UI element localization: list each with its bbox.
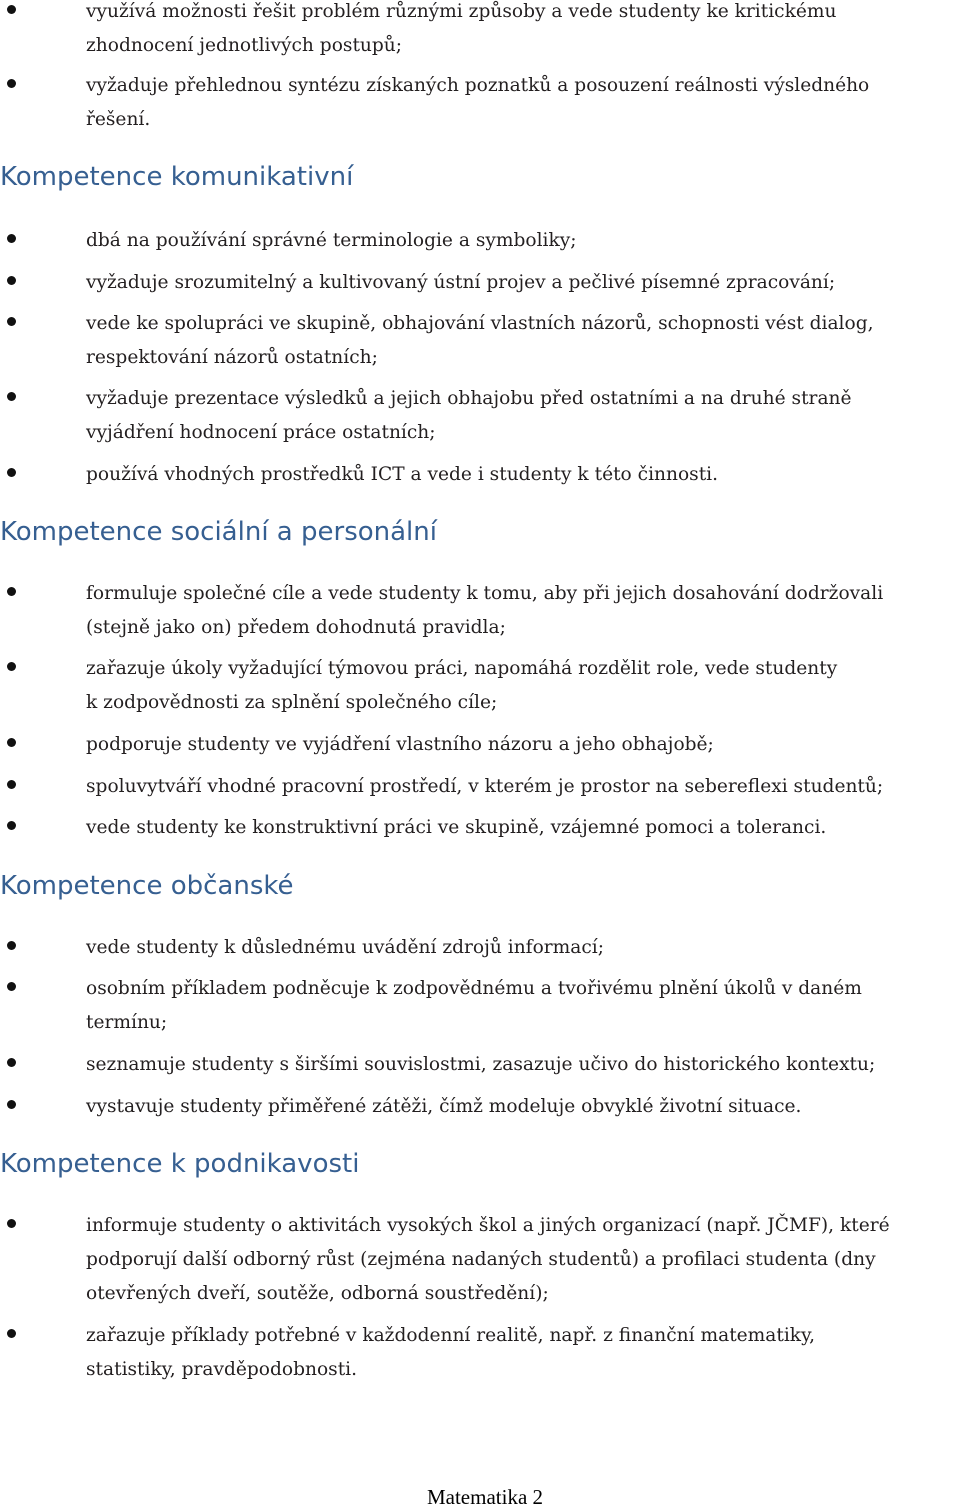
list-item-line: podporují další odborný růst (zejména nadaných studentů) a profilaci studenta (dny <box>86 1249 876 1270</box>
list-item-line: vede studenty k důslednému uvádění zdrojů informací; <box>86 937 604 958</box>
bullet-icon <box>7 941 16 950</box>
bullet-icon <box>7 662 16 671</box>
section-heading: Kompetence sociální a personální <box>0 517 437 547</box>
list-item-line: seznamuje studenty s širšími souvislostmi, zasazuje učivo do historického kontextu; <box>86 1054 876 1075</box>
list-item-line: vede studenty ke konstruktivní práci ve skupině, vzájemné pomoci a toleranci. <box>86 817 827 838</box>
list-item-line: řešení. <box>86 109 151 130</box>
section-heading: Kompetence občanské <box>0 871 294 901</box>
list-item-line: statistiky, pravděpodobnosti. <box>86 1359 358 1380</box>
bullet-icon <box>7 738 16 747</box>
bullet-icon <box>7 587 16 596</box>
bullet-icon <box>7 317 16 326</box>
list-item-line: otevřených dveří, soutěže, odborná soustředění); <box>86 1283 549 1304</box>
list-item-line: vyžaduje prezentace výsledků a jejich obhajobu před ostatními a na druhé straně <box>86 388 852 409</box>
list-item-line: formuluje společné cíle a vede studenty k tomu, aby při jejich dosahování dodržovali <box>86 583 884 604</box>
bullet-icon <box>7 1219 16 1228</box>
bullet-icon <box>7 79 16 88</box>
list-item-line: k zodpovědnosti za splnění společného cíle; <box>86 692 498 713</box>
list-item-line: zařazuje příklady potřebné v každodenní realitě, např. z finanční matematiky, <box>86 1325 816 1346</box>
list-item-line: vyžaduje srozumitelný a kultivovaný ústní projev a pečlivé písemné zpracování; <box>86 272 836 293</box>
bullet-icon <box>7 1329 16 1338</box>
list-item-line: (stejně jako on) předem dohodnutá pravidla; <box>86 617 506 638</box>
list-item-line: termínu; <box>86 1012 168 1033</box>
bullet-icon <box>7 5 16 14</box>
list-item-line: informuje studenty o aktivitách vysokých škol a jiných organizací (např. JČMF), které <box>86 1215 890 1236</box>
page-footer: Matematika 2 <box>426 1485 544 1509</box>
section-heading: Kompetence k podnikavosti <box>0 1149 360 1179</box>
bullet-icon <box>7 392 16 401</box>
list-item-line: vyžaduje přehlednou syntézu získaných poznatků a posouzení reálnosti výsledného <box>86 75 870 96</box>
list-item-line: vystavuje studenty přiměřené zátěži, čímž modeluje obvyklé životní situace. <box>86 1096 802 1117</box>
bullet-icon <box>7 821 16 830</box>
list-item-line: osobním příkladem podněcuje k zodpovědnému a tvořivému plnění úkolů v daném <box>86 978 862 999</box>
bullet-icon <box>7 468 16 477</box>
bullet-icon <box>7 780 16 789</box>
list-item-line: vyjádření hodnocení práce ostatních; <box>86 422 436 443</box>
list-item-line: spoluvytváří vhodné pracovní prostředí, v kterém je prostor na sebereflexi studentů; <box>86 776 884 797</box>
list-item-line: vede ke spolupráci ve skupině, obhajování vlastních názorů, schopnosti vést dialog, <box>86 313 874 334</box>
bullet-icon <box>7 1058 16 1067</box>
list-item-line: používá vhodných prostředků ICT a vede i studenty k této činnosti. <box>86 464 719 485</box>
bullet-icon <box>7 276 16 285</box>
list-item-line: zhodnocení jednotlivých postupů; <box>86 35 403 56</box>
bullet-icon <box>7 982 16 991</box>
list-item-line: zařazuje úkoly vyžadující týmovou práci, napomáhá rozdělit role, vede studenty <box>86 658 838 679</box>
list-item-line: podporuje studenty ve vyjádření vlastního názoru a jeho obhajobě; <box>86 734 714 755</box>
list-item-line: respektování názorů ostatních; <box>86 347 378 368</box>
bullet-icon <box>7 1100 16 1109</box>
list-item-line: využívá možnosti řešit problém různými způsoby a vede studenty ke kritickému <box>86 1 837 22</box>
list-item-line: dbá na používání správné terminologie a symboliky; <box>86 230 577 251</box>
bullet-icon <box>7 234 16 243</box>
section-heading: Kompetence komunikativní <box>0 162 354 192</box>
